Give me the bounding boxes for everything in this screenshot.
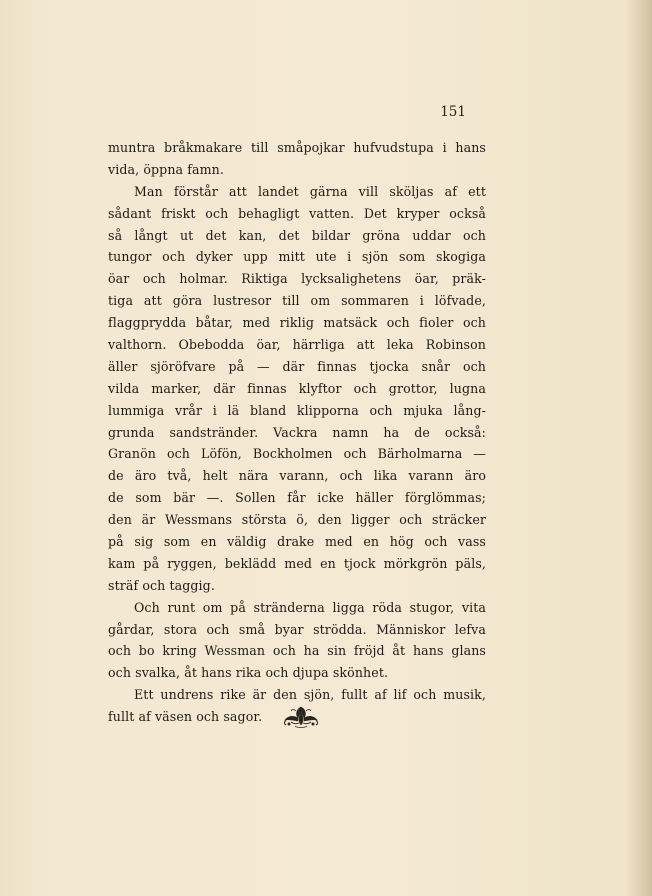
text-line: den är Wessmans största ö, den ligger och sträcker bbox=[108, 512, 486, 528]
text-line: tiga att göra lustresor till om sommaren i löfvade, bbox=[108, 293, 486, 309]
text-line: flaggprydda båtar, med riklig matsäck och fioler och bbox=[108, 315, 486, 331]
text-line: på sig som en väldig drake med en hög och vass bbox=[108, 534, 486, 550]
text-line: och bo kring Wessman och ha sin fröjd åt hans glans bbox=[108, 643, 486, 659]
text-line: gårdar, stora och små byar strödda. Människor lefva bbox=[108, 621, 486, 637]
text-line: sträf och taggig. bbox=[108, 577, 215, 593]
text-line: Och runt om på stränderna ligga röda stugor, vita bbox=[134, 599, 486, 615]
text-line: äller sjöröfvare på — där finnas tjocka snår och bbox=[108, 358, 486, 374]
text-line: tungor och dyker upp mitt ute i sjön som skogiga bbox=[108, 249, 486, 265]
text-line: kam på ryggen, beklädd med en tjock mörkgrön päls, bbox=[108, 555, 486, 571]
text-line: och svalka, åt hans rika och djupa skönhet. bbox=[108, 665, 389, 681]
text-line: vilda marker, där finnas klyftor och grottor, lugna bbox=[108, 380, 486, 396]
text-line: grunda sandstränder. Vackra namn ha de också: bbox=[108, 424, 486, 440]
page-number: 151 bbox=[440, 104, 466, 120]
text-line: de som bär —. Sollen får icke häller förglömmas; bbox=[108, 490, 486, 506]
text-line: lummiga vrår i lä bland klipporna och mjuka lång- bbox=[108, 402, 486, 418]
text-line: Man förstår att landet gärna vill sköljas af ett bbox=[134, 183, 486, 199]
text-line: muntra bråkmakare till småpojkar hufvudstupa i hans bbox=[108, 140, 486, 155]
text-line: fullt af väsen och sagor. bbox=[108, 709, 263, 725]
text-line: öar och holmar. Riktiga lycksalighetens öar, präk- bbox=[108, 271, 486, 287]
text-line: Ett undrens rike är den sjön, fullt af lif och musik, bbox=[134, 687, 486, 703]
text-line: vida, öppna famn. bbox=[108, 161, 224, 177]
floral-vignette-icon bbox=[281, 703, 321, 729]
text-line: Granön och Löfön, Bockholmen och Bärholmarna — bbox=[108, 446, 486, 462]
text-line: så långt ut det kan, det bildar gröna uddar och bbox=[108, 227, 486, 243]
body-text bbox=[108, 137, 486, 728]
text-line: valthorn. Obebodda öar, härrliga att leka Robinson bbox=[108, 337, 486, 353]
text-line: de äro två, helt nära varann, och lika varann äro bbox=[108, 468, 486, 484]
text-line: sådant friskt och behagligt vatten. Det kryper också bbox=[108, 205, 486, 221]
